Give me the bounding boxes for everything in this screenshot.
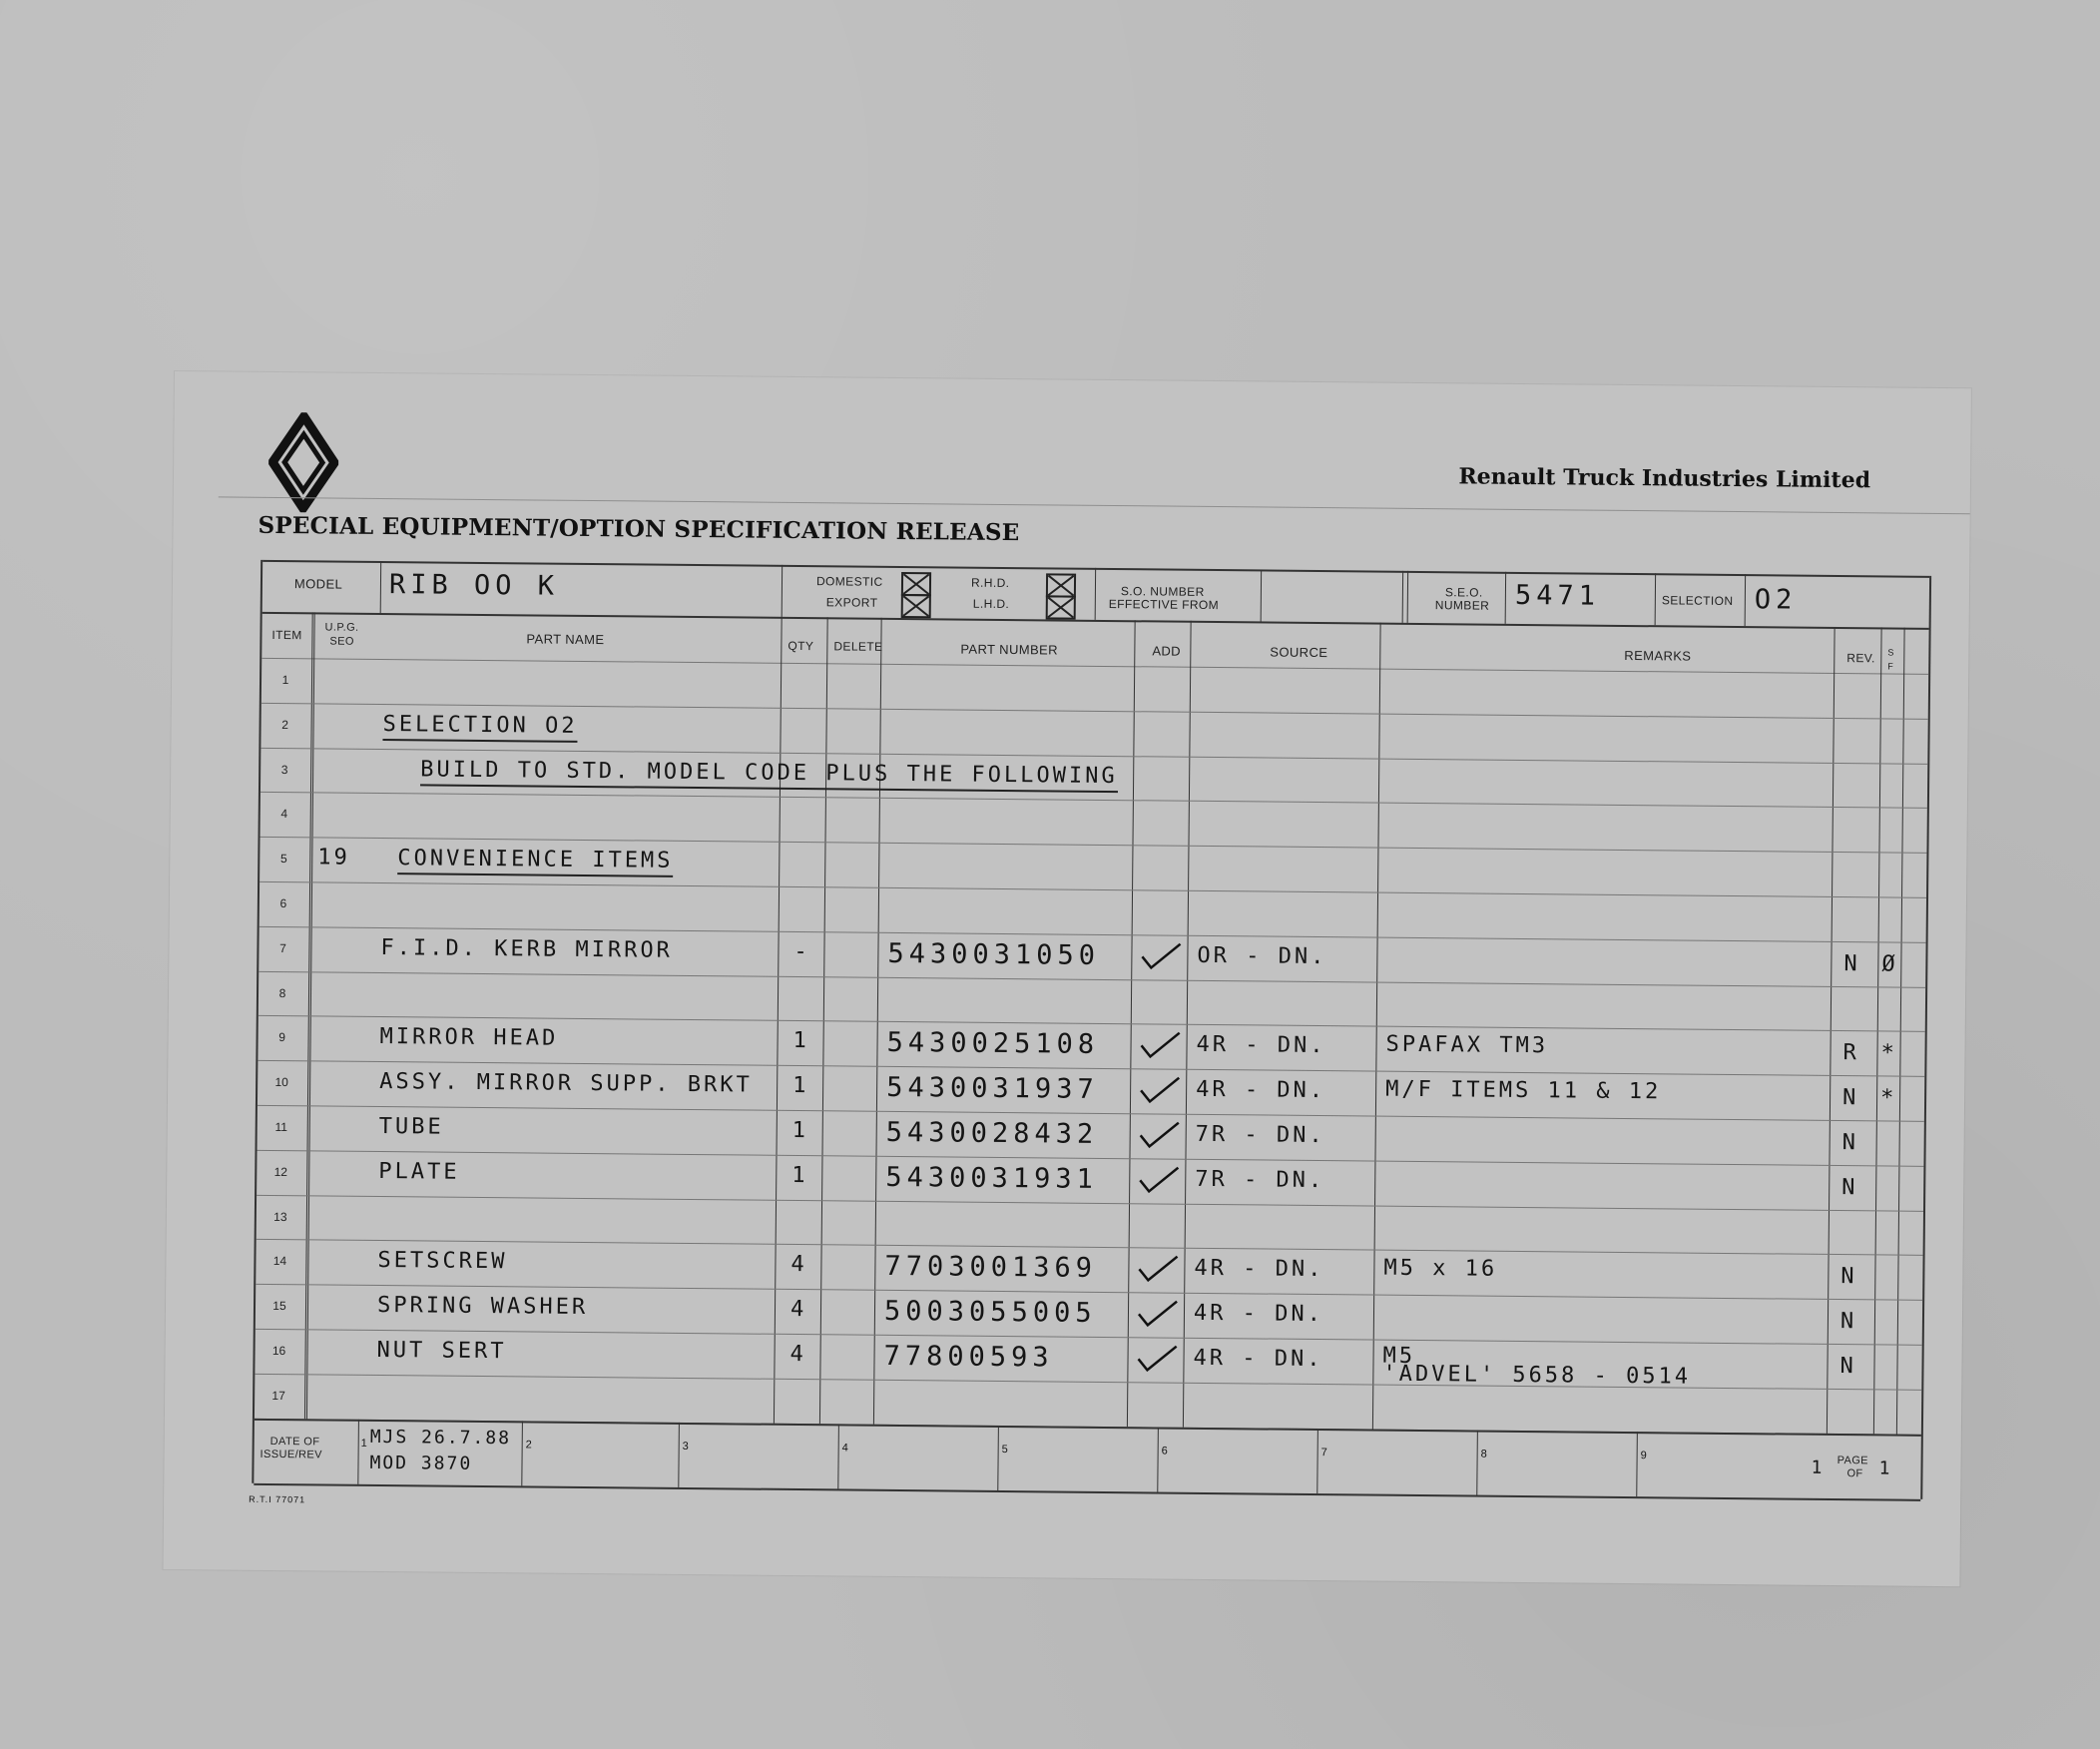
row-item-number: 14 [272, 1254, 287, 1269]
row-item-number: 7 [279, 940, 286, 955]
selection-label: SELECTION [1661, 593, 1734, 608]
row-sf: Ø [1881, 951, 1898, 977]
add-check-icon [1136, 1254, 1180, 1284]
row-item-number: 13 [273, 1209, 287, 1224]
row-source: 7R - DN. [1195, 1166, 1325, 1193]
row-divider [261, 792, 1927, 809]
form-code: R.T.I 77071 [249, 1493, 306, 1505]
footer-slot-7: 7 [1320, 1447, 1327, 1459]
row-divider [260, 881, 1926, 898]
row-item-number: 1 [281, 673, 289, 688]
row-item-number: 6 [279, 896, 287, 911]
row-part-number: 77800593 [883, 1340, 1054, 1374]
specification-form [163, 371, 1970, 1586]
row-part-number: 5003055005 [883, 1296, 1097, 1330]
domestic-label: DOMESTIC [815, 574, 883, 589]
of-label: OF [1846, 1467, 1863, 1480]
row-item-number: 12 [273, 1164, 288, 1179]
row-part-number: 5430028432 [885, 1116, 1099, 1150]
row-upg-seo: 19 [317, 845, 350, 871]
row-remarks-2: 'ADVEL' 5658 - 0514 [1382, 1361, 1692, 1390]
row-source: 4R - DN. [1193, 1345, 1323, 1373]
rhd-checkbox [1046, 573, 1076, 597]
footer-divider [1476, 1431, 1478, 1495]
add-check-icon [1137, 1164, 1181, 1194]
footer-slot-3: 3 [682, 1440, 689, 1453]
row-part-name: BUILD TO STD. MODEL CODE PLUS THE FOLLOWING [420, 757, 1118, 793]
row-rev: N [1841, 1085, 1859, 1111]
row-item-number: 16 [271, 1343, 286, 1359]
row-remarks: M5 [1382, 1343, 1416, 1369]
col-qty: QTY [788, 638, 814, 654]
page-number: 1 [1811, 1457, 1826, 1478]
row-part-name: TUBE [378, 1114, 444, 1140]
page-total: 1 [1878, 1458, 1893, 1479]
add-check-icon [1138, 1074, 1182, 1104]
row-divider [257, 1194, 1923, 1211]
col-part-name: PART NAME [526, 631, 605, 648]
row-item-number: 2 [281, 717, 289, 732]
add-check-icon [1135, 1343, 1179, 1373]
row-item-number: 10 [274, 1075, 288, 1090]
selection-value: O2 [1754, 584, 1798, 616]
footer-slot-2: 2 [525, 1439, 532, 1452]
footer-slot-4: 4 [841, 1442, 848, 1455]
date-of-label: DATE OF [269, 1435, 320, 1449]
issue-entry-1-line1: MJS 26.7.88 [369, 1426, 512, 1450]
footer-divider [678, 1423, 680, 1487]
form-title: SPECIAL EQUIPMENT/OPTION SPECIFICATION RELEASE [258, 511, 1020, 547]
domestic-checkbox [901, 572, 931, 596]
top-rule [219, 496, 1970, 514]
issue-rev-label: ISSUE/REV [260, 1448, 322, 1461]
row-source: 4R - DN. [1196, 1032, 1326, 1059]
lhd-label: L.H.D. [972, 596, 1010, 612]
footer-divider [837, 1424, 839, 1488]
footer-divider [1636, 1432, 1638, 1496]
row-item-number: 3 [280, 762, 288, 777]
row-part-name: SELECTION O2 [382, 712, 577, 743]
footer-slot-5: 5 [1001, 1444, 1008, 1457]
row-rev: N [1843, 950, 1860, 977]
seo-number-label-2: NUMBER [1434, 598, 1490, 613]
row-part-number: 7703001369 [884, 1251, 1098, 1285]
add-check-icon [1138, 1119, 1182, 1149]
row-part-name: CONVENIENCE ITEMS [397, 846, 673, 877]
company-name: Renault Truck Industries Limited [1458, 463, 1871, 494]
row-rev: N [1839, 1354, 1856, 1380]
row-source: OR - DN. [1197, 942, 1327, 969]
col-sf: S F [1887, 647, 1894, 672]
row-part-name: SETSCREW [377, 1248, 508, 1275]
form-grid [249, 560, 1931, 1505]
row-remarks: M5 x 16 [1383, 1256, 1498, 1283]
seo-number-label: S.E.O. [1444, 585, 1483, 600]
row-source: 4R - DN. [1193, 1301, 1324, 1328]
row-qty: 1 [792, 1073, 809, 1099]
row-part-number: 5430031937 [885, 1072, 1099, 1106]
row-item-number: 4 [280, 807, 288, 822]
row-source: 7R - DN. [1195, 1121, 1325, 1149]
effective-from-label: EFFECTIVE FROM [1108, 596, 1220, 613]
row-item-number: 17 [271, 1388, 285, 1403]
row-part-number: 5430025108 [886, 1027, 1100, 1061]
rhd-label: R.H.D. [970, 575, 1010, 591]
row-part-name: MIRROR HEAD [379, 1024, 559, 1052]
page-label: PAGE [1837, 1455, 1869, 1467]
footer-divider [521, 1421, 523, 1485]
col-add: ADD [1152, 643, 1182, 659]
col-source: SOURCE [1270, 644, 1328, 661]
row-remarks: SPAFAX TM3 [1385, 1032, 1549, 1059]
col-upg: U.P.G. [324, 621, 359, 634]
row-part-number: 5430031931 [885, 1161, 1098, 1195]
row-divider [259, 970, 1925, 987]
row-qty: 1 [791, 1162, 808, 1188]
row-rev: N [1839, 1309, 1857, 1335]
col-item: ITEM [271, 627, 302, 643]
col-seo: SEO [329, 635, 354, 648]
seo-number-value: 5471 [1514, 579, 1601, 612]
row-sf: * [1879, 1085, 1897, 1111]
row-qty: 4 [789, 1341, 806, 1368]
col-part-number: PART NUMBER [960, 641, 1059, 658]
footer-slot-1: 1 [360, 1437, 367, 1450]
footer-divider [997, 1426, 999, 1490]
col-delete: DELETE [833, 639, 883, 654]
row-part-name: ASSY. MIRROR SUPP. BRKT [379, 1069, 753, 1098]
row-part-name: PLATE [378, 1158, 460, 1185]
add-check-icon [1138, 1030, 1182, 1060]
row-item-number: 15 [272, 1299, 286, 1314]
so-number-label: S.O. NUMBER [1120, 584, 1205, 599]
footer-divider [1316, 1429, 1318, 1493]
row-item-number: 8 [278, 985, 286, 1000]
row-rev: R [1842, 1040, 1859, 1066]
col-rev: REV. [1846, 651, 1875, 666]
row-sf: * [1880, 1040, 1897, 1066]
row-qty: 4 [790, 1252, 807, 1278]
footer-slot-6: 6 [1161, 1445, 1168, 1458]
footer-divider [1157, 1428, 1159, 1492]
row-part-name: SPRING WASHER [376, 1293, 589, 1321]
row-source: 4R - DN. [1194, 1256, 1324, 1283]
row-qty: 4 [789, 1297, 807, 1323]
issue-entry-1-line2: MOD 3870 [369, 1452, 473, 1474]
footer-slot-8: 8 [1480, 1448, 1487, 1460]
row-rev: N [1841, 1130, 1859, 1156]
add-check-icon [1139, 940, 1183, 970]
row-part-name: NUT SERT [376, 1337, 507, 1365]
model-label: MODEL [293, 576, 343, 592]
row-rev: N [1840, 1264, 1857, 1290]
row-part-number: 5430031050 [887, 937, 1101, 971]
row-item-number: 5 [279, 852, 287, 867]
lhd-checkbox [1046, 595, 1076, 619]
footer-slot-9: 9 [1640, 1450, 1647, 1462]
model-value: RIB OO K [388, 569, 560, 602]
row-item-number: 9 [278, 1030, 286, 1045]
row-source: 4R - DN. [1196, 1077, 1326, 1104]
col-remarks: REMARKS [1624, 647, 1692, 664]
row-remarks: M/F ITEMS 11 & 12 [1385, 1076, 1662, 1105]
row-qty: - [793, 938, 810, 964]
row-rev: N [1841, 1174, 1858, 1201]
row-qty: 1 [791, 1117, 809, 1144]
row-part-name: F.I.D. KERB MIRROR [380, 934, 673, 963]
export-label: EXPORT [825, 595, 878, 610]
add-check-icon [1136, 1298, 1180, 1328]
export-checkbox [901, 594, 931, 618]
row-qty: 1 [792, 1028, 809, 1054]
row-item-number: 11 [274, 1120, 288, 1135]
